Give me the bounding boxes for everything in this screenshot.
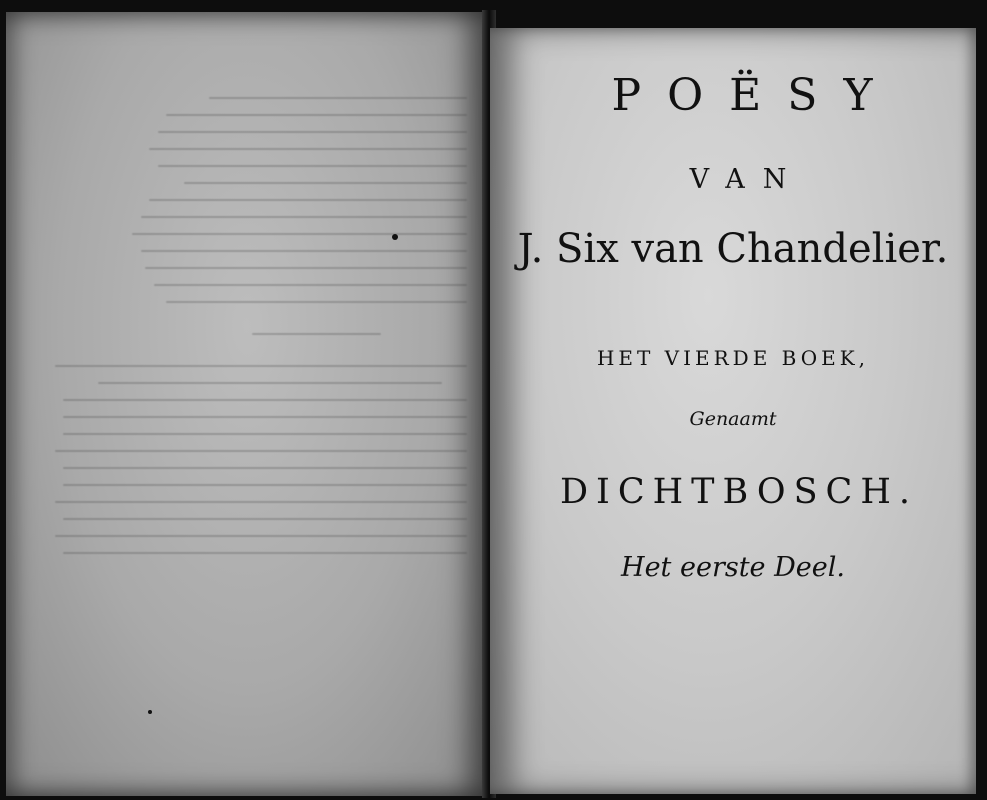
show-through-text xyxy=(46,82,476,662)
ink-spot xyxy=(148,710,152,714)
ink-spot xyxy=(392,234,398,240)
book-number: HET VIERDE BOEK, xyxy=(596,346,870,370)
author-name: J. Six van Chandelier. xyxy=(517,226,949,272)
title-van: VAN xyxy=(689,164,805,195)
book-name: DICHTBOSCH. xyxy=(559,472,918,512)
title-poesy: POËSY xyxy=(611,70,899,121)
genaamt-label: Genaamt xyxy=(689,408,777,430)
title-page xyxy=(490,28,976,794)
part-label: Het eerste Deel. xyxy=(621,552,845,583)
left-page xyxy=(6,12,488,796)
